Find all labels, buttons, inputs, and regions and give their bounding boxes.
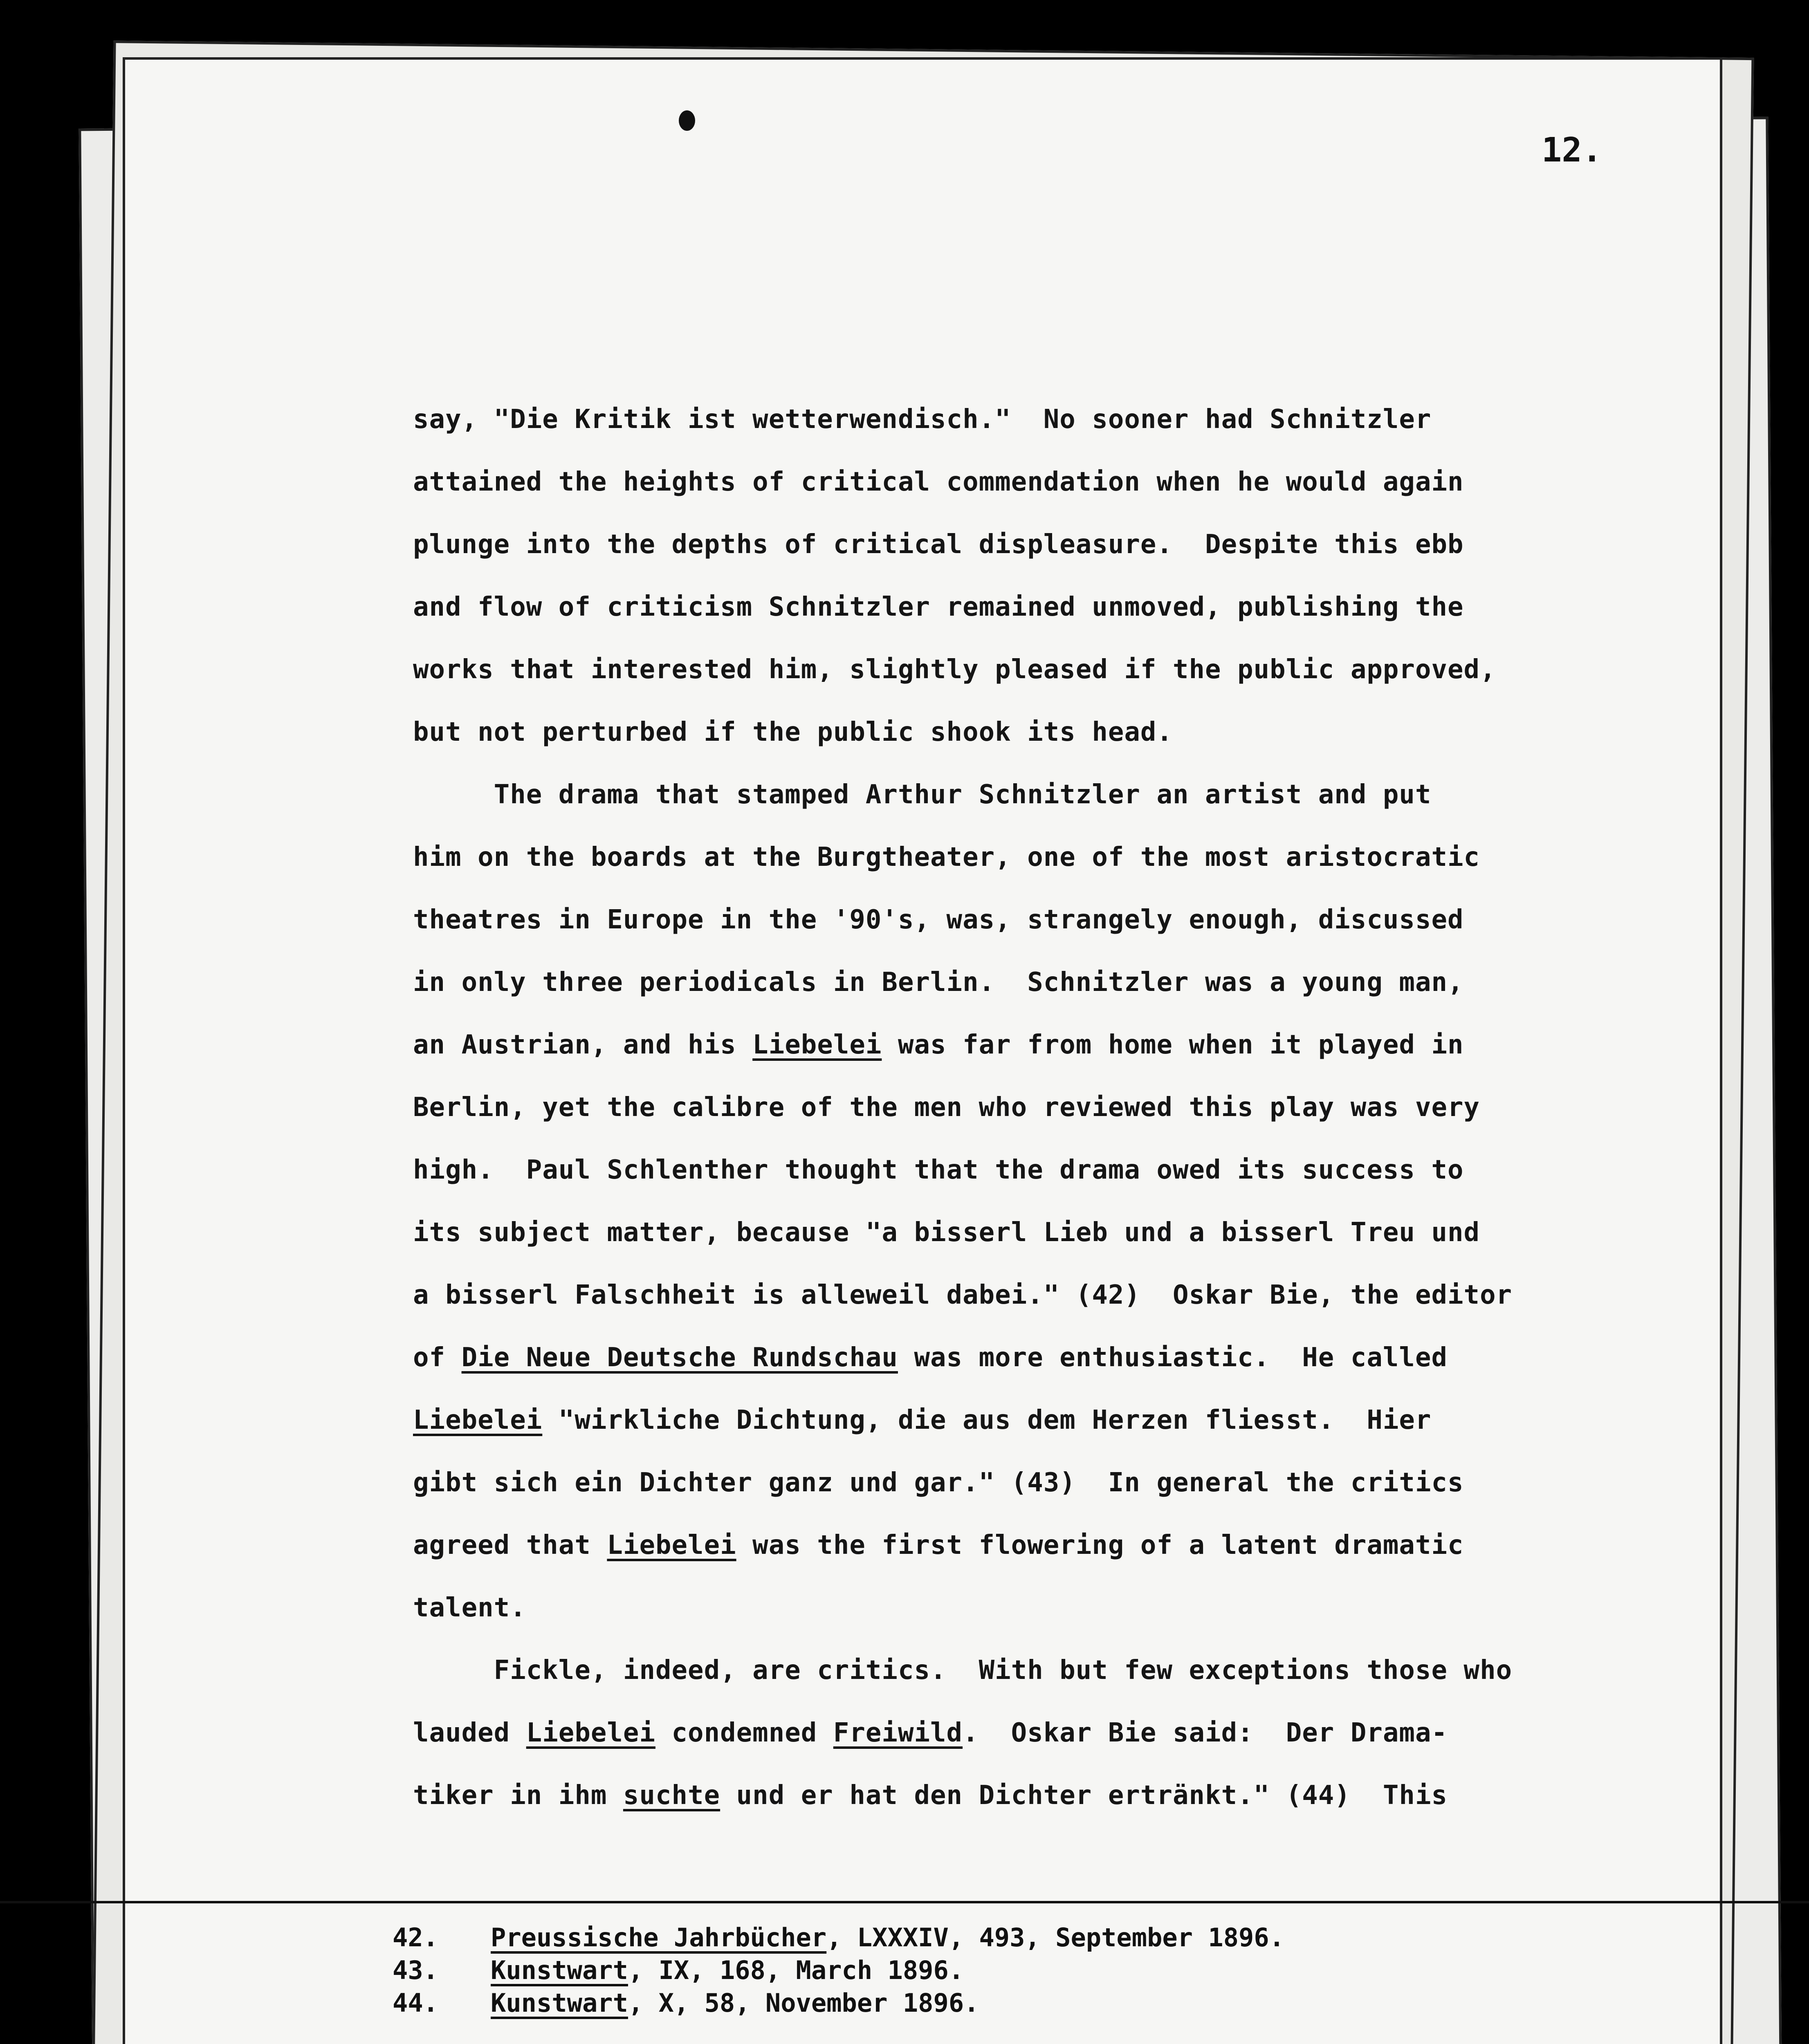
text-run: talent. bbox=[413, 1593, 526, 1623]
text-run: , X, 58, November 1896. bbox=[628, 1988, 979, 2018]
text-line bbox=[413, 1577, 1762, 1639]
underlined-title: Kunstwart bbox=[491, 1955, 628, 1985]
text-line bbox=[413, 1014, 1762, 1076]
text-line bbox=[413, 1201, 1762, 1264]
footnote-number: 44. bbox=[393, 1988, 438, 2018]
text-run: The drama that stamped Arthur Schnitzler an artist and put bbox=[413, 780, 1432, 810]
underlined-title: Die Neue Deutsche Rundschau bbox=[461, 1342, 898, 1373]
footnote-divider bbox=[0, 1901, 1809, 1903]
text-run: , IX, 168, March 1896. bbox=[628, 1955, 964, 1985]
text-line bbox=[413, 889, 1762, 951]
underlined-title: Kunstwart bbox=[491, 1988, 628, 2018]
text-run: was the first flowering of a latent dramatic bbox=[736, 1530, 1464, 1560]
text-run: theatres in Europe in the '90's, was, strangely enough, discussed bbox=[413, 905, 1464, 935]
text-line bbox=[413, 1139, 1762, 1201]
text-run: in only three periodicals in Berlin. Schnitzler was a young man, bbox=[413, 967, 1464, 997]
underlined-title: Liebelei bbox=[752, 1030, 882, 1060]
text-line bbox=[413, 1639, 1762, 1702]
ink-spot bbox=[679, 110, 695, 131]
text-line bbox=[413, 1389, 1762, 1452]
page-number: 12. bbox=[1542, 131, 1603, 170]
text-line bbox=[413, 1514, 1762, 1577]
text-run: attained the heights of critical commendation when he would again bbox=[413, 467, 1464, 497]
footnotes bbox=[393, 1921, 1742, 2019]
footnote bbox=[393, 1954, 1742, 1987]
footnote-number: 43. bbox=[393, 1955, 438, 1985]
text-run: Fickle, indeed, are critics. With but few exceptions those who bbox=[413, 1655, 1513, 1685]
text-line bbox=[413, 764, 1762, 826]
text-run: say, "Die Kritik ist wetterwendisch." No sooner had Schnitzler bbox=[413, 404, 1432, 435]
text-line bbox=[413, 1702, 1762, 1764]
underlined-title: Liebelei bbox=[413, 1405, 543, 1435]
text-run: high. Paul Schlenther thought that the drama owed its success to bbox=[413, 1155, 1464, 1185]
text-run: its subject matter, because "a bisserl Lieb und a bisserl Treu und bbox=[413, 1217, 1480, 1248]
text-line bbox=[413, 639, 1762, 701]
footnote bbox=[393, 1987, 1742, 2019]
text-run: of bbox=[413, 1342, 462, 1373]
text-run: a bisserl Falschheit is alleweil dabei." (42) Oskar Bie, the editor bbox=[413, 1280, 1513, 1310]
text-run: und er hat den Dichter ertränkt." (44) This bbox=[720, 1780, 1448, 1811]
text-run: and flow of criticism Schnitzler remained unmoved, publishing the bbox=[413, 592, 1464, 622]
text-line bbox=[413, 701, 1762, 764]
text-line bbox=[413, 1764, 1762, 1827]
text-line bbox=[413, 1327, 1762, 1389]
body-text bbox=[413, 388, 1762, 1827]
text-line bbox=[413, 1452, 1762, 1514]
text-line bbox=[413, 388, 1762, 451]
text-run: an Austrian, and his bbox=[413, 1030, 753, 1060]
text-line bbox=[413, 576, 1762, 639]
text-run: . Oskar Bie said: Der Drama- bbox=[963, 1718, 1448, 1748]
underlined-title: Freiwild bbox=[833, 1718, 963, 1748]
text-run: him on the boards at the Burgtheater, one of the most aristocratic bbox=[413, 842, 1480, 872]
text-run: gibt sich ein Dichter ganz und gar." (43) In general the critics bbox=[413, 1468, 1464, 1498]
text-run: plunge into the depths of critical displeasure. Despite this ebb bbox=[413, 529, 1464, 560]
underlined-title: Liebelei bbox=[526, 1718, 655, 1748]
text-line bbox=[413, 451, 1762, 513]
text-run: agreed that bbox=[413, 1530, 607, 1560]
text-line bbox=[413, 1076, 1762, 1139]
footnote bbox=[393, 1921, 1742, 1954]
text-run: Berlin, yet the calibre of the men who reviewed this play was very bbox=[413, 1092, 1480, 1123]
text-line bbox=[413, 826, 1762, 889]
underlined-title: Liebelei bbox=[607, 1530, 736, 1560]
text-line bbox=[413, 951, 1762, 1014]
text-run: tiker in ihm bbox=[413, 1780, 623, 1811]
text-run: was more enthusiastic. He called bbox=[898, 1342, 1448, 1373]
underlined-title: Preussische Jahrbücher bbox=[491, 1923, 827, 1952]
text-run: , LXXXIV, 493, September 1896. bbox=[826, 1923, 1285, 1952]
text-run: but not perturbed if the public shook its head. bbox=[413, 717, 1173, 747]
text-run: "wirkliche Dichtung, die aus dem Herzen fliesst. Hier bbox=[542, 1405, 1432, 1435]
text-run: lauded bbox=[413, 1718, 526, 1748]
underlined-title: suchte bbox=[623, 1780, 720, 1811]
text-line bbox=[413, 1264, 1762, 1327]
text-line bbox=[413, 513, 1762, 576]
footnote-number: 42. bbox=[393, 1923, 438, 1952]
text-run: was far from home when it played in bbox=[882, 1030, 1464, 1060]
text-run: works that interested him, slightly pleased if the public approved, bbox=[413, 654, 1496, 685]
text-run: condemned bbox=[655, 1718, 833, 1748]
